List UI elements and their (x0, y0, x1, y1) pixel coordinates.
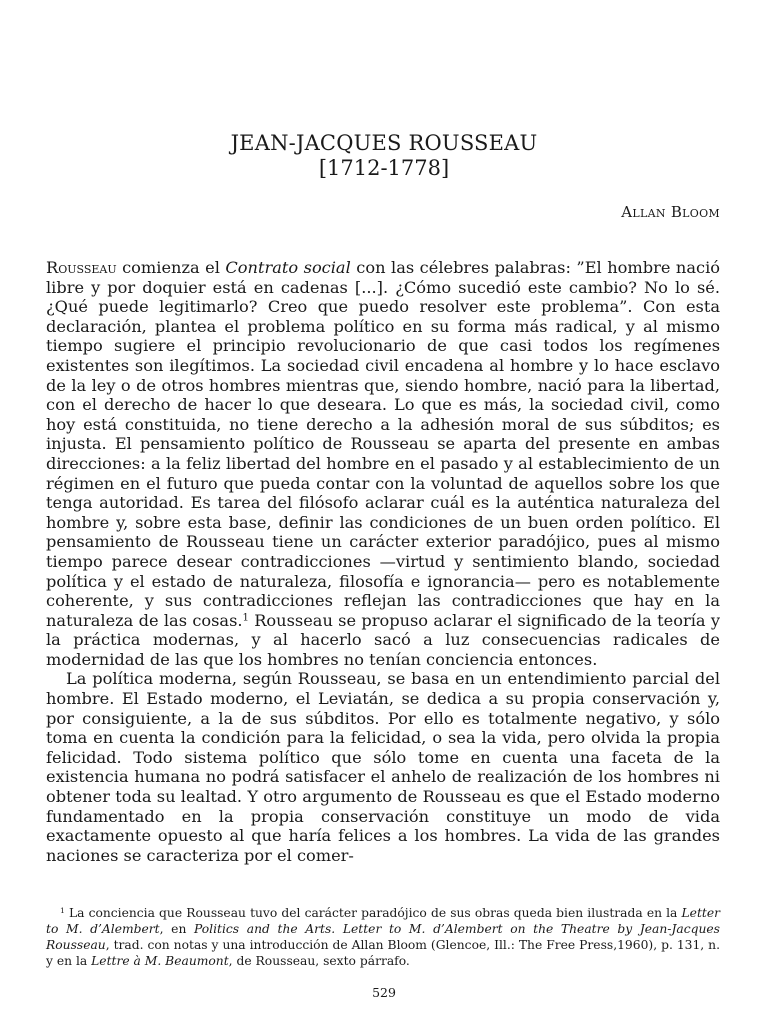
chapter-title: JEAN-JACQUES ROUSSEAU (230, 131, 538, 155)
footnote (46, 905, 720, 969)
footnote-title-3: Lettre à M. Beaumont (91, 954, 229, 968)
footnote-title-2: Politics and the Arts. Letter to M. d’Alembert on the Theatre by Jean-Jacques Rousseau (46, 922, 720, 952)
work-title-contrato-social: Contrato social (225, 258, 351, 277)
body-text (46, 258, 720, 865)
paragraph-1-part-b: con las célebres palabras: ”El hombre nació libre y por doquier está en cadenas [...]. ¿Cómo sucedió este cambio? No lo sé. ¿Qué puede legitimarlo? Creo que puedo resolver este problema”. Con esta declaración, plantea el problema político en su forma más radical, y al mismo tiempo sugiere el principio revolucionario de que casi todos los regímenes existentes son ilegítimos. La sociedad civil encadena al hombre y lo hace esclavo de la ley o de otros hombres mientras que, siendo hombre, nació para la libertad, con el derecho de hacer lo que deseara. Lo que es más, la sociedad civil, como hoy está constituida, no tiene derecho a la adhesión moral de sus súbditos; es injusta. El pensamiento político de Rousseau se aparta del presente en ambas direcciones: a la feliz libertad del hombre en el pasado y al establecimiento de un régimen en el futuro que pueda contar con la voluntad de aquellos sobre los que tenga autoridad. Es tarea del filósofo aclarar cuál es la auténtica naturaleza del hombre y, sobre esta base, definir las condiciones de un buen orden político. El pensamiento de Rousseau tiene un carácter exterior paradójico, pues al mismo tiempo parece desear contradicciones —virtud y sentimiento blando, sociedad política y el estado de naturaleza, filosofía e ignorancia— pero es notablemente coherente, y sus contradicciones reflejan las contradicciones que hay en la naturaleza de las cosas. (46, 258, 720, 630)
footnote-part-c: , trad. con notas y una introducción de Allan Bloom (Glencoe, Ill.: The Free Press,1960), p. 131, n. y en la (46, 938, 720, 968)
paragraph-2: La política moderna, según Rousseau, se basa en un entendimiento parcial del hombre. El Estado moderno, el Leviatán, se dedica a su propia conservación y, por consiguiente, a la de sus súbditos. Por ello es totalmente negativo, y sólo toma en cuenta la condición para la felicidad, o sea la vida, pero olvida la propia felicidad. Todo sistema político que sólo tome en cuenta una faceta de la existencia humana no podrá satisfacer el anhelo de realización de los hombres ni obtener toda su lealtad. Y otro argumento de Rousseau es que el Estado moderno fundamentado en la propia conservación constituye un modo de vida exactamente opuesto al que haría felices a los hombres. La vida de las grandes naciones se caracteriza por el comer- (46, 669, 720, 865)
lead-word: Rousseau (46, 258, 117, 277)
paragraph-1 (46, 258, 720, 669)
footnote-part-d: , de Rousseau, sexto párrafo. (228, 954, 410, 968)
footnote-part-b: , en (159, 922, 194, 936)
paragraph-1-part-c: Rousseau se propuso aclarar el significado de la teoría y la práctica modernas, y al hacerlo sacó a luz consecuencias radicales de modernidad de las que los hombres no tenían conciencia entonces. (46, 610, 720, 669)
footnote-part-a: La conciencia que Rousseau tuvo del carácter paradójico de sus obras queda bien ilustrada en la (64, 906, 682, 920)
chapter-years: [1712-1778] (318, 156, 450, 180)
chapter-author: Allan Bloom (621, 203, 720, 221)
page-number: 529 (372, 985, 396, 1000)
footnote-reference: 1 (242, 612, 249, 624)
footnote-title-1: Letter to M. d’Alembert (46, 906, 720, 936)
footnote-number: 1 (60, 905, 65, 915)
paragraph-1-part-a: comienza el (116, 258, 226, 277)
